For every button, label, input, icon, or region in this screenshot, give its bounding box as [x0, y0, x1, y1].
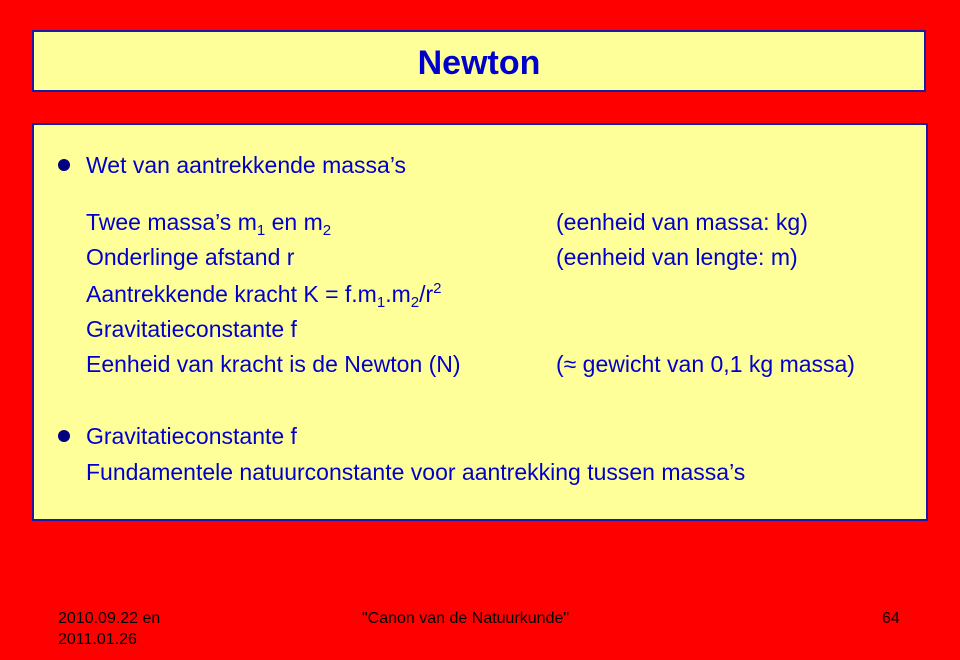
kracht-mid: .m: [385, 281, 411, 307]
kracht-sub1: 1: [376, 294, 386, 311]
twee-pre: Twee massa’s m: [86, 209, 257, 235]
footer-center-title: "Canon van de Natuurkunde": [362, 610, 570, 627]
bullet-2-text: Gravitatieconstante f: [86, 423, 297, 449]
bullet-dot-icon: [58, 430, 70, 442]
kracht-pre: Aantrekkende kracht K = f.m: [86, 281, 377, 307]
line-gravitatieconstante: Gravitatieconstante f: [86, 316, 297, 342]
bullet-1-text: Wet van aantrekkende massa’s: [86, 152, 407, 178]
twee-sub2: 2: [322, 222, 332, 239]
line-kracht-formule: [86, 280, 442, 311]
footer-date-line1: 2010.09.22 en: [58, 610, 161, 627]
bullet-dot-icon: [58, 159, 70, 171]
kracht-sub2: 2: [410, 294, 420, 311]
slide-title: Newton: [417, 44, 541, 82]
line-eenheid-kracht: Eenheid van kracht is de Newton (N): [86, 351, 461, 377]
footer-date-line2: 2011.01.26: [58, 631, 137, 648]
title-box: [32, 30, 926, 92]
line-eenheid-massa: (eenheid van massa: kg): [556, 209, 808, 235]
kracht-sup: 2: [433, 280, 442, 297]
kracht-mid2: /r: [419, 281, 434, 307]
line-fundamenteel: Fundamentele natuurconstante voor aantrekking tussen massa’s: [86, 459, 746, 485]
line-afstand: Onderlinge afstand r: [86, 244, 295, 270]
content-box: [32, 123, 928, 521]
twee-sub1: 1: [256, 222, 266, 239]
footer-page-number: 64: [882, 610, 900, 627]
twee-mid: en m: [265, 209, 323, 235]
line-twee-massas: [86, 209, 332, 239]
line-gewicht-note: (≈ gewicht van 0,1 kg massa): [556, 351, 855, 377]
footer-date: [58, 608, 160, 650]
line-eenheid-lengte: (eenheid van lengte: m): [556, 244, 798, 270]
